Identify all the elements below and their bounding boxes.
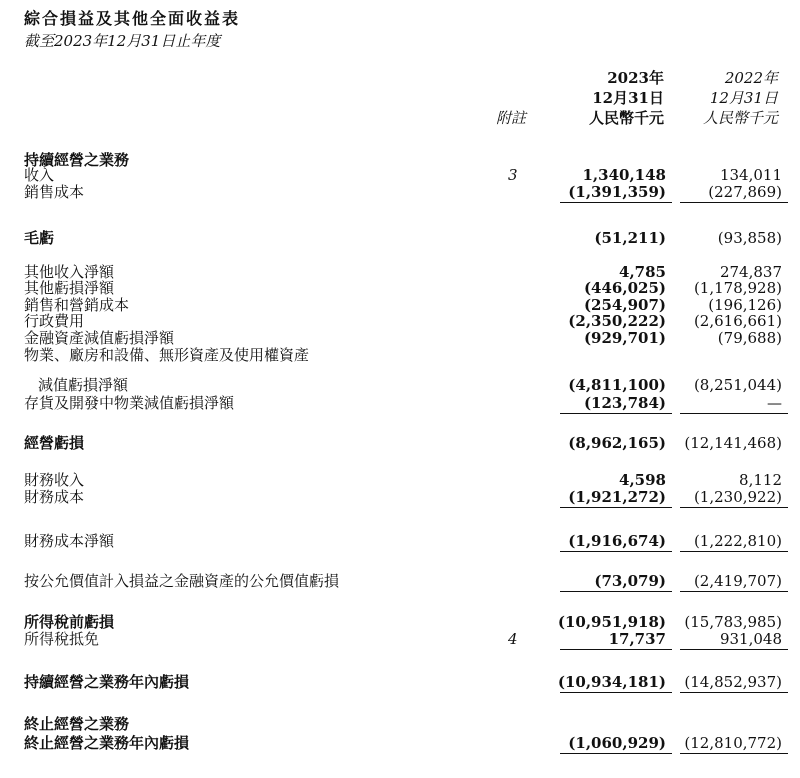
table-row [0, 629, 800, 649]
row-label: 銷售和營銷成本 [24, 296, 130, 314]
row-label: 行政費用 [24, 312, 85, 330]
underline-rule [680, 413, 788, 414]
value-2023: (10,951,918) [557, 613, 666, 631]
column-header-2023-date: 12月31日 [592, 89, 664, 107]
row-label: 持續經營之業務 [24, 151, 130, 169]
row-label: 終止經營之業務 [24, 715, 130, 733]
value-2023: 17,737 [608, 630, 666, 648]
underline-rule [560, 753, 672, 754]
value-2022: (196,126) [708, 296, 782, 314]
row-label: 存貨及開發中物業減值虧損淨額 [24, 394, 235, 412]
value-2022: (1,178,928) [693, 279, 782, 297]
value-2023: 1,340,148 [582, 166, 666, 184]
row-label: 財務成本淨額 [24, 532, 115, 550]
underline-rule [680, 551, 788, 552]
value-2023: (1,916,674) [568, 532, 666, 550]
underline-rule [680, 649, 788, 650]
value-2023: (446,025) [583, 279, 666, 297]
value-2022: (12,810,772) [684, 734, 782, 752]
statement-title: 綜合損益及其他全面收益表 [24, 9, 241, 28]
column-header-2022 [703, 68, 778, 128]
row-label: 財務成本 [24, 488, 85, 506]
underline-rule [680, 692, 788, 693]
value-2022: (12,141,468) [684, 434, 782, 452]
underline-rule [560, 202, 672, 203]
table-row [0, 531, 800, 551]
underline-rule [560, 692, 672, 693]
value-2023: (73,079) [594, 572, 666, 590]
underline-rule [560, 507, 672, 508]
value-2022: (79,688) [717, 329, 782, 347]
value-2022: (93,858) [717, 229, 782, 247]
value-2023: 4,785 [619, 263, 666, 281]
row-label: 收入 [24, 166, 55, 184]
underline-rule [680, 507, 788, 508]
table-row [0, 714, 800, 734]
row-label: 終止經營之業務年內虧損 [24, 734, 190, 752]
value-2023: 4,598 [619, 471, 666, 489]
row-label: 其他虧損淨額 [24, 279, 115, 297]
underline-rule [560, 413, 672, 414]
value-2023: (2,350,222) [568, 312, 666, 330]
row-label: 所得稅抵免 [24, 630, 100, 648]
column-header-note: 附註 [496, 109, 527, 127]
value-2022: (227,869) [708, 183, 782, 201]
row-note: 3 [508, 166, 518, 184]
value-2023: (1,921,272) [568, 488, 666, 506]
value-2023: (254,907) [583, 296, 666, 314]
underline-rule [560, 649, 672, 650]
value-2023: (51,211) [594, 229, 666, 247]
underline-rule [680, 591, 788, 592]
table-row [0, 345, 800, 365]
row-label: 所得稅前虧損 [24, 613, 115, 631]
column-header-2023-year: 2023年 [607, 69, 664, 87]
row-note: 4 [508, 630, 518, 648]
underline-rule [680, 753, 788, 754]
value-2022: (14,852,937) [684, 673, 782, 691]
column-header-2023 [589, 68, 664, 128]
row-label: 毛虧 [24, 229, 55, 247]
row-label: 物業、廠房和設備、無形資產及使用權資產 [24, 346, 310, 364]
value-2023: (123,784) [583, 394, 666, 412]
value-2022: (15,783,985) [684, 613, 782, 631]
table-row [0, 375, 800, 395]
table-row [0, 228, 800, 248]
value-2022: — [767, 394, 782, 412]
column-header-2022-date: 12月31日 [709, 89, 778, 107]
value-2023: (8,962,165) [568, 434, 666, 452]
table-row [0, 672, 800, 692]
value-2022: 274,837 [719, 263, 782, 281]
row-label: 持續經營之業務年內虧損 [24, 673, 190, 691]
underline-rule [560, 591, 672, 592]
column-header-2022-year: 2022年 [724, 69, 778, 87]
value-2023: (929,701) [583, 329, 666, 347]
value-2022: (2,616,661) [693, 312, 782, 330]
underline-rule [560, 551, 672, 552]
table-row [0, 487, 800, 507]
value-2022: (2,419,707) [693, 572, 782, 590]
row-label: 財務收入 [24, 471, 85, 489]
table-row [0, 182, 800, 202]
column-header-2023-unit: 人民幣千元 [588, 109, 664, 127]
value-2023: (1,391,359) [568, 183, 666, 201]
value-2022: 8,112 [739, 471, 782, 489]
value-2022: (1,222,810) [693, 532, 782, 550]
value-2023: (1,060,929) [568, 734, 666, 752]
row-label: 銷售成本 [24, 183, 85, 201]
row-label: 其他收入淨額 [24, 263, 115, 281]
row-label: 按公允價值計入損益之金融資產的公允價值虧損 [24, 572, 340, 590]
row-label: 金融資產減值虧損淨額 [24, 329, 175, 347]
row-label: 經營虧損 [24, 434, 85, 452]
row-label: 減值虧損淨額 [38, 376, 129, 394]
underline-rule [680, 202, 788, 203]
column-header-2022-unit: 人民幣千元 [702, 109, 778, 127]
value-2023: (4,811,100) [568, 376, 666, 394]
value-2022: 134,011 [719, 166, 782, 184]
value-2022: (8,251,044) [693, 376, 782, 394]
value-2022: (1,230,922) [693, 488, 782, 506]
value-2023: (10,934,181) [557, 673, 666, 691]
table-row [0, 433, 800, 453]
statement-period: 截至2023年12月31日止年度 [24, 32, 221, 50]
table-row [0, 571, 800, 591]
table-row [0, 733, 800, 753]
table-row [0, 393, 800, 413]
value-2022: 931,048 [719, 630, 782, 648]
